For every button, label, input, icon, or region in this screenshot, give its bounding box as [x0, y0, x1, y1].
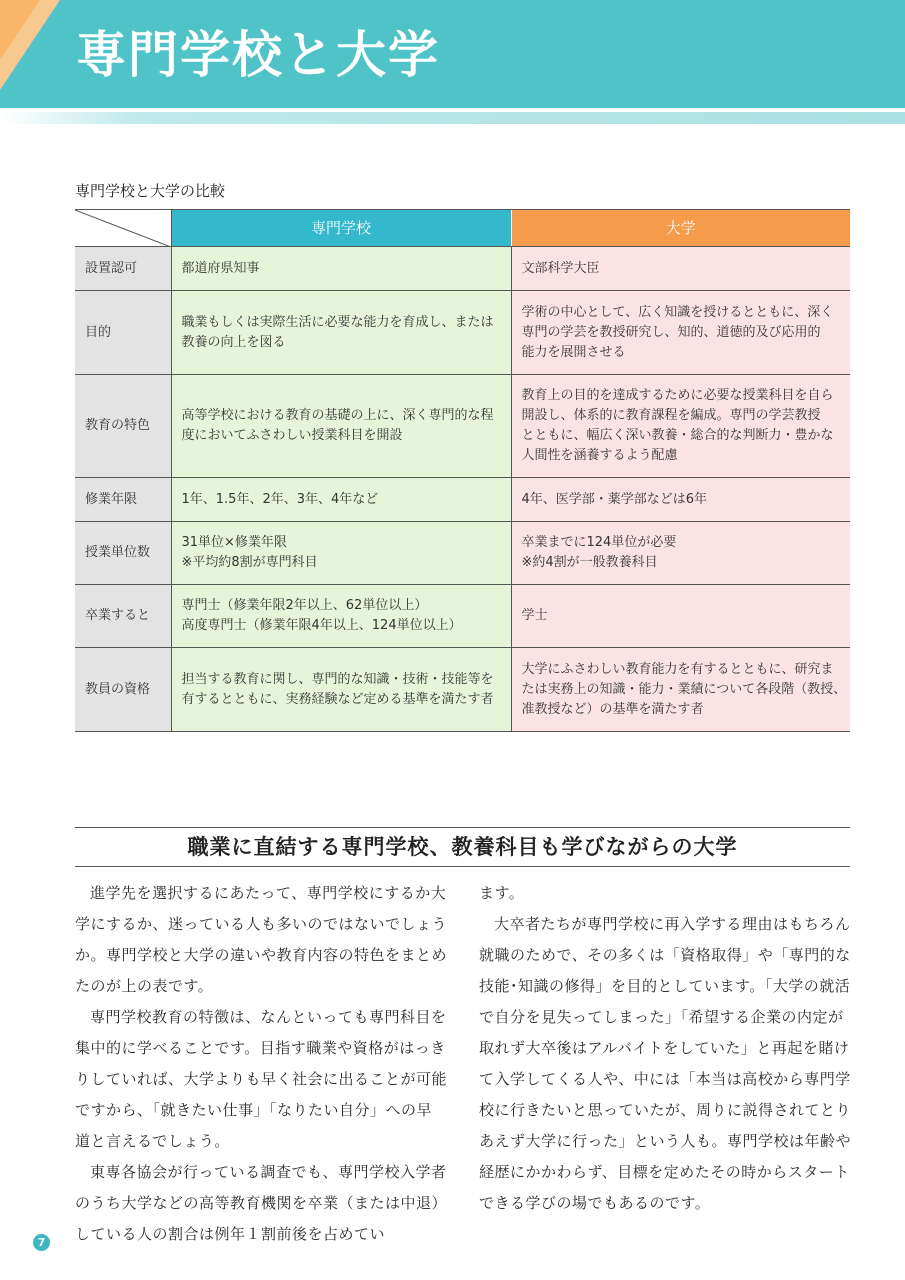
diagonal-line — [75, 210, 171, 247]
cell-senmon — [171, 291, 511, 375]
table-corner-cell — [75, 210, 171, 247]
cell-senmon — [171, 585, 511, 648]
table-body — [75, 247, 850, 732]
cell-line: 高度専門士（修業年限4年以上、124単位以上） — [181, 618, 462, 633]
row-label: 授業単位数 — [75, 522, 171, 585]
cell-daigaku — [511, 375, 850, 478]
section-heading: 職業に直結する専門学校、教養科目も学びながらの大学 — [187, 835, 738, 859]
cell-line: 4年、医学部・薬学部などは6年 — [521, 491, 708, 507]
cell-daigaku — [511, 585, 850, 648]
cell-line: 学士 — [521, 608, 548, 623]
column-header-senmon: 専門学校 — [171, 210, 511, 247]
cell-daigaku — [511, 291, 850, 375]
section-rule-bottom — [75, 866, 850, 867]
cell-line: とともに、幅広く深い教養・総合的な判断力・豊かな — [521, 428, 834, 443]
row-label: 目的 — [75, 291, 171, 375]
cell-line: 准教授など）の基準を満たす者 — [521, 701, 704, 717]
cell-line: 有するとともに、実務経験など定める基準を満たす者 — [181, 691, 494, 707]
row-label: 修業年限 — [75, 478, 171, 522]
paragraph: 大卒者たちが専門学校に再入学する理由はもちろん就職のためで、その多くは「資格取得」や「専門的な技能･知識の修得」を目的としています。「大学の就活で自分を見失ってしまった」「希望する企業の内定が取れず大卒後はアルバイトをしていた」と再起を賭けて入学してくる人や、中には「本当は高校から専門学校に行きたいと思っていたが、周りに説得されてとりあえず大学に行った」という人も。専門学校は年齢や経歴にかかわらず、目標を定めたその時からスタートできる学びの場でもあるのです。 — [479, 915, 852, 1212]
header-corner-accent-inner — [0, 0, 40, 60]
cell-line: 31単位×修業年限 — [181, 535, 287, 550]
table-row — [75, 522, 850, 585]
cell-line: ※約4割が一般教養科目 — [521, 555, 658, 570]
cell-line: 卒業までに124単位が必要 — [521, 535, 677, 550]
cell-daigaku — [511, 478, 850, 522]
row-label: 教員の資格 — [75, 648, 171, 732]
cell-daigaku — [511, 247, 850, 291]
cell-line: 職業もしくは実際生活に必要な能力を育成し、または — [181, 314, 494, 330]
paragraph: 東専各協会が行っている調査でも、専門学校入学者のうち大学などの高等教育機関を卒業（または中退）している人の割合は例年１割前後を占めてい — [75, 1163, 448, 1243]
cell-line: 学術の中心として、広く知識を授けるとともに、深く — [521, 304, 834, 320]
table-row — [75, 478, 850, 522]
table-row — [75, 648, 850, 732]
cell-line: 文部科学大臣 — [521, 260, 600, 276]
cell-line: ※平均約8割が専門科目 — [181, 555, 318, 570]
cell-line: 開設し、体系的に教育課程を編成。専門の学芸教授 — [521, 408, 821, 423]
cell-line: 度においてふさわしい授業科目を開設 — [181, 428, 403, 443]
cell-senmon — [171, 247, 511, 291]
paragraph: 進学先を選択するにあたって、専門学校にするか大学にするか、迷っている人も多いのではないでしょうか。専門学校と大学の違いや教育内容の特色をまとめたのが上の表です。 — [75, 884, 448, 995]
row-label: 卒業すると — [75, 585, 171, 648]
comparison-table — [75, 209, 850, 732]
cell-line: 都道府県知事 — [181, 260, 260, 276]
cell-line: 能力を展開させる — [521, 344, 626, 360]
body-column-right — [479, 878, 851, 1219]
table-row — [75, 291, 850, 375]
table-caption: 専門学校と大学の比較 — [75, 182, 226, 200]
cell-line: たは実務上の知識・能力・業績について各段階（教授、 — [521, 681, 847, 697]
row-label: 設置認可 — [75, 247, 171, 291]
cell-senmon — [171, 522, 511, 585]
page-header — [0, 0, 905, 108]
cell-line: 高等学校における教育の基礎の上に、深く専門的な程 — [181, 408, 494, 423]
header-stripe — [0, 112, 905, 124]
table-row — [75, 247, 850, 291]
table-row — [75, 375, 850, 478]
cell-line: 1年、1.5年、2年、3年、4年など — [181, 491, 379, 507]
paragraph: 専門学校教育の特徴は、なんといっても専門科目を集中的に学べることです。目指す職業や資格がはっきりしていれば、大学よりも早く社会に出ることが可能ですから、「就きたい仕事」「なりたい自分」への早道と言えるでしょう。 — [75, 1008, 448, 1150]
cell-line: 人間性を涵養するよう配慮 — [521, 448, 678, 463]
cell-line: 専門の学芸を教授研究し、知的、道徳的及び応用的 — [521, 324, 821, 340]
cell-daigaku — [511, 522, 850, 585]
cell-line: 大学にふさわしい教育能力を有するとともに、研究ま — [521, 661, 834, 677]
section-rule-top — [75, 827, 850, 828]
table-row — [75, 585, 850, 648]
page-number: 7 — [33, 1234, 50, 1251]
body-column-left — [75, 878, 447, 1250]
cell-line: 専門士（修業年限2年以上、62単位以上） — [181, 598, 428, 613]
cell-senmon — [171, 375, 511, 478]
paragraph: ます。 — [479, 884, 525, 902]
page-title: 専門学校と大学 — [76, 26, 440, 84]
cell-line: 担当する教育に関し、専門的な知識・技術・技能等を — [181, 671, 494, 687]
cell-line: 教育上の目的を達成するために必要な授業科目を自ら — [521, 388, 834, 403]
cell-line: 教養の向上を図る — [181, 334, 286, 350]
cell-senmon — [171, 478, 511, 522]
column-header-daigaku: 大学 — [511, 210, 850, 247]
cell-senmon — [171, 648, 511, 732]
row-label: 教育の特色 — [75, 375, 171, 478]
cell-daigaku — [511, 648, 850, 732]
